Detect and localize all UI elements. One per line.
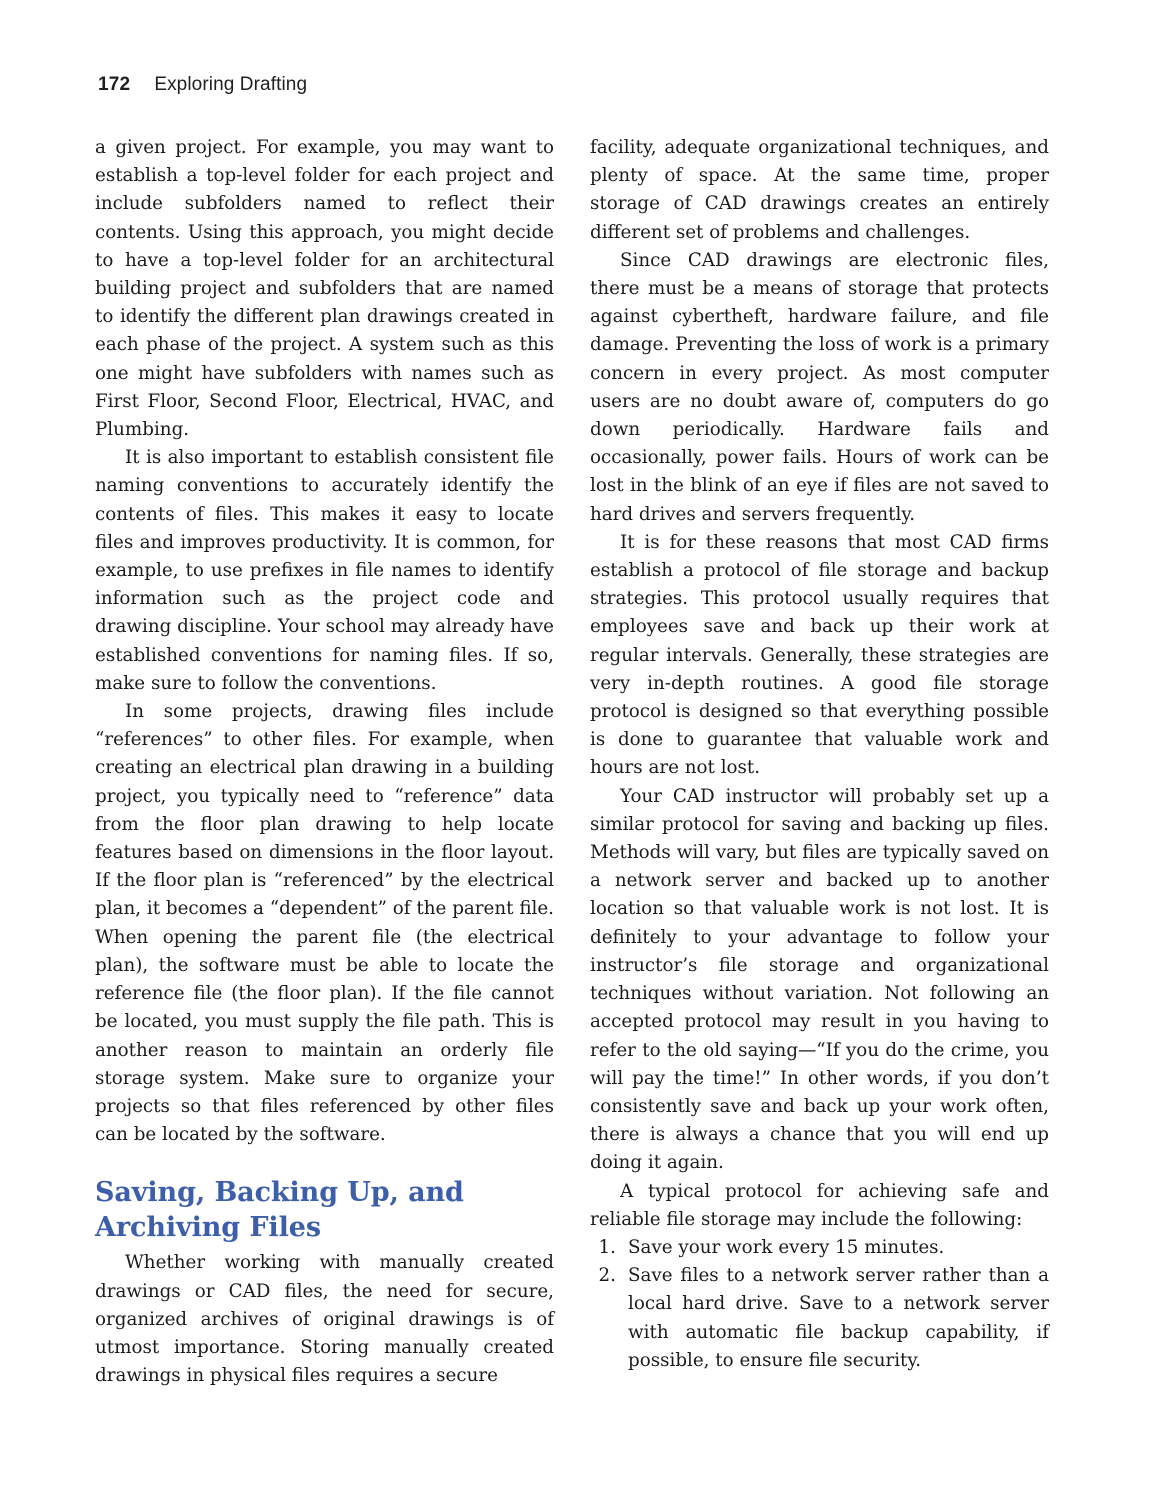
book-title: Exploring Drafting — [154, 74, 308, 95]
left-column — [95, 134, 554, 1390]
paragraph: Since CAD drawings are electronic files, there must be a means of storage that protects against cybertheft, hardware failure, and file damage. Preventing the loss of work is a primary concern in every project. As most computer users are no doubt aware of, computers do go down periodically. Hardware fails and occasionally, power fails. Hours of work can be lost in the blink of an eye if files are not saved to hard drives and servers frequently. — [590, 249, 1049, 525]
list-item-text: Save your work every 15 minutes. — [628, 1236, 945, 1258]
paragraph: Whether working with manually created drawings or CAD files, the need for secure, organized archives of original drawings is of utmost importance. Storing manually created drawings in physical files requires a secure — [95, 1252, 554, 1387]
two-column-body — [95, 134, 1050, 1390]
numbered-list — [590, 1234, 1049, 1375]
right-column — [590, 134, 1049, 1390]
list-item-text: Save files to a network server rather than a local hard drive. Save to a network server with automatic file backup capability, if possible, to ensure file security. — [628, 1265, 1049, 1371]
paragraph: facility, adequate organizational techniques, and plenty of space. At the same time, proper storage of CAD drawings creates an entirely different set of problems and challenges. — [590, 137, 1049, 243]
paragraph: A typical protocol for achieving safe and reliable file storage may include the following: — [590, 1180, 1049, 1230]
paragraph: It is also important to establish consistent file naming conventions to accurately identify the contents of files. This makes it easy to locate files and improves productivity. It is common, for example, to use prefixes in file names to identify information such as the project code and drawing discipline. Your school may already have established conventions for naming files. If so, make sure to follow the conventions. — [95, 447, 554, 694]
list-item — [590, 1234, 1049, 1262]
list-item — [590, 1262, 1049, 1375]
running-head — [98, 74, 307, 96]
list-marker: 2. — [598, 1265, 616, 1287]
section-heading: Saving, Backing Up, and Archiving Files — [95, 1177, 464, 1244]
list-marker: 1. — [598, 1236, 616, 1258]
page-number: 172 — [98, 74, 131, 95]
paragraph: Your CAD instructor will probably set up a similar protocol for saving and backing up files. Methods will vary, but files are typically saved on a network server and backed up to another location so that valuable work is not lost. It is definitely to your advantage to follow your instructor’s file storage and organizational techniques without variation. Not following an accepted protocol may result in you having to refer to the old saying—“If you do the crime, you will pay the time!” In other words, if you don’t consistently save and back up your work often, there is always a chance that you will end up doing it again. — [590, 785, 1049, 1174]
paragraph: In some projects, drawing files include “references” to other files. For example, when creating an electrical plan drawing in a building project, you typically need to “reference” data from the floor plan drawing to help locate features based on dimensions in the floor layout. If the floor plan is “referenced” by the electrical plan, it becomes a “dependent” of the parent file. When opening the parent file (the electrical plan), the software must be able to locate the reference file (the floor plan). If the file cannot be located, you must supply the file path. This is another reason to maintain an orderly file storage system. Make sure to organize your projects so that files referenced by other files can be located by the software. — [95, 701, 554, 1146]
paragraph: It is for these reasons that most CAD firms establish a protocol of file storage and backup strategies. This protocol usually requires that employees save and back up their work at regular intervals. Generally, these strategies are very in-depth routines. A good file storage protocol is designed so that everything possible is done to guarantee that valuable work and hours are not lost. — [590, 531, 1049, 779]
paragraph: a given project. For example, you may want to establish a top-level folder for each project and include subfolders named to reflect their contents. Using this approach, you might decide to have a top-level folder for an architectural building project and subfolders that are named to identify the different plan drawings created in each phase of the project. A system such as this one might have subfolders with names such as First Floor, Second Floor, Electrical, HVAC, and Plumbing. — [95, 137, 554, 441]
